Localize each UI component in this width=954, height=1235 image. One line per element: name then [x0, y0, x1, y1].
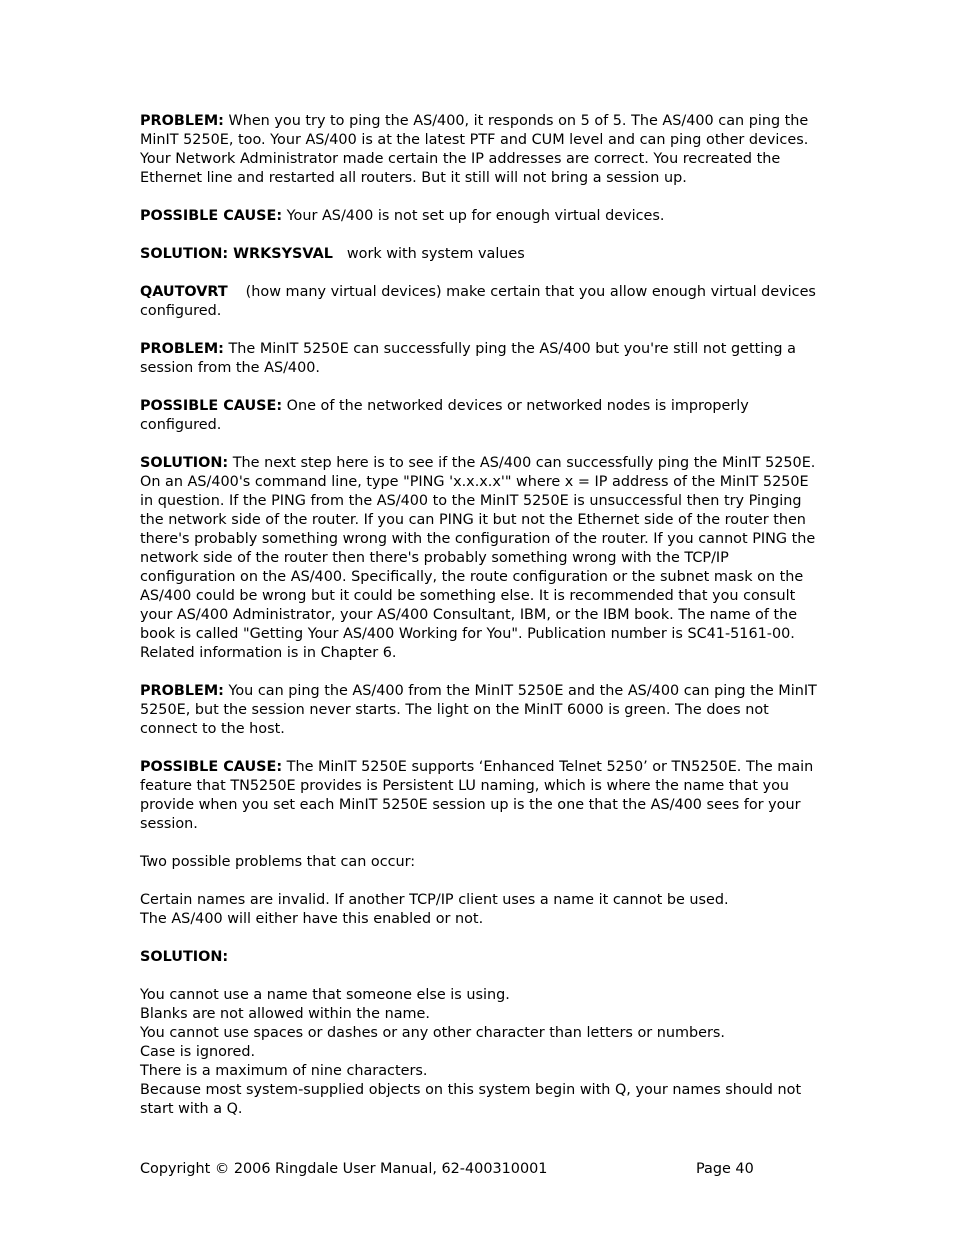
possible-cause-3-label: POSSIBLE CAUSE: [140, 759, 283, 775]
solution-1-text: work with system values [346, 246, 525, 262]
problem-1 [140, 112, 820, 188]
naming-rule: There is a maximum of nine characters. [140, 1063, 428, 1079]
problem-1-label: PROBLEM: [140, 113, 224, 129]
problem-2-label: PROBLEM: [140, 341, 224, 357]
possible-cause-2 [140, 397, 820, 435]
two-problems-intro: Two possible problems that can occur: [140, 854, 416, 870]
possible-cause-1-label: POSSIBLE CAUSE: [140, 208, 283, 224]
solution-3-label: SOLUTION: [140, 949, 229, 965]
possible-cause-3 [140, 758, 820, 834]
problem-3-label: PROBLEM: [140, 683, 224, 699]
naming-rule: Blanks are not allowed within the name. [140, 1006, 430, 1022]
document-body [140, 112, 820, 1119]
possible-cause-2-text: One of the networked devices or networked nodes is improperly configured. [140, 398, 749, 433]
qautovrt-text: (how many virtual devices) make certain that you allow enough virtual devices configured. [140, 284, 816, 319]
page-footer [140, 1160, 820, 1179]
problem-3-text: You can ping the AS/400 from the MinIT 5250E and the AS/400 can ping the MinIT 5250E, but the session never starts. The light on the MinIT 6000 is green. The does not connect to the host. [140, 683, 817, 737]
naming-rules-list [140, 986, 820, 1119]
solution-2-label: SOLUTION: [140, 455, 229, 471]
problem-2-text: The MinIT 5250E can successfully ping the AS/400 but you're still not getting a session from the AS/400. [140, 341, 796, 376]
solution-2-text: The next step here is to see if the AS/400 can successfully ping the MinIT 5250E. On an AS/400's command line, type "PING 'x.x.x.x'" where x = IP address of the MinIT 5250E in question. If the PING from the AS/400 to the MinIT 5250E is unsuccessful then try Pinging the network side of the router. If you can PING it but not the Ethernet side of the router then there's probably something wrong with the configuration of the router. If you cannot PING the network side of the router then there's probably something wrong with the TCP/IP configuration on the AS/400. Specifically, the route configuration or the subnet mask on the AS/400 could be wrong but it could be something else. It is recommended that you consult your AS/400 Administrator, your AS/400 Consultant, IBM, or the IBM book. The name of the book is called "Getting Your AS/400 Working for You". Publication number is SC41-5161-00. Related information is in Chapter 6. [140, 455, 816, 661]
possible-cause-2-label: POSSIBLE CAUSE: [140, 398, 283, 414]
possible-cause-3-text: The MinIT 5250E supports ‘Enhanced Telnet 5250’ or TN5250E. The main feature that TN5250E provides is Persistent LU naming, which is where the name that you provide when you set each MinIT 5250E session up is the one that the AS/400 sees for your session. [140, 759, 814, 832]
possible-cause-1 [140, 207, 820, 226]
solution-2 [140, 454, 820, 663]
enabled-note: The AS/400 will either have this enabled or not. [140, 911, 484, 927]
solution-1 [140, 245, 820, 264]
qautovrt-note [140, 283, 820, 321]
invalid-names-note: Certain names are invalid. If another TCP/IP client uses a name it cannot be used. [140, 892, 729, 908]
problem-3 [140, 682, 820, 739]
footer-page-number: Page 40 [696, 1161, 754, 1177]
qautovrt-label: QAUTOVRT [140, 284, 228, 300]
naming-rule: You cannot use a name that someone else is using. [140, 987, 510, 1003]
naming-rule: You cannot use spaces or dashes or any other character than letters or numbers. [140, 1025, 726, 1041]
problem-1-text: When you try to ping the AS/400, it responds on 5 of 5. The AS/400 can ping the MinIT 5250E, too. Your AS/400 is at the latest PTF and CUM level and can ping other devices. Your Network Administrator made certain the IP addresses are correct. You recreated the Ethernet line and restarted all routers. But it still will not bring a session up. [140, 113, 809, 186]
solution-1-label: SOLUTION: WRKSYSVAL [140, 246, 333, 262]
problem-2 [140, 340, 820, 378]
footer-copyright: Copyright © 2006 Ringdale User Manual, 62-400310001 [140, 1161, 548, 1177]
possible-cause-1-text: Your AS/400 is not set up for enough virtual devices. [282, 208, 665, 224]
naming-rule: Case is ignored. [140, 1044, 256, 1060]
naming-rule: Because most system-supplied objects on this system begin with Q, your names should not start with a Q. [140, 1082, 802, 1117]
